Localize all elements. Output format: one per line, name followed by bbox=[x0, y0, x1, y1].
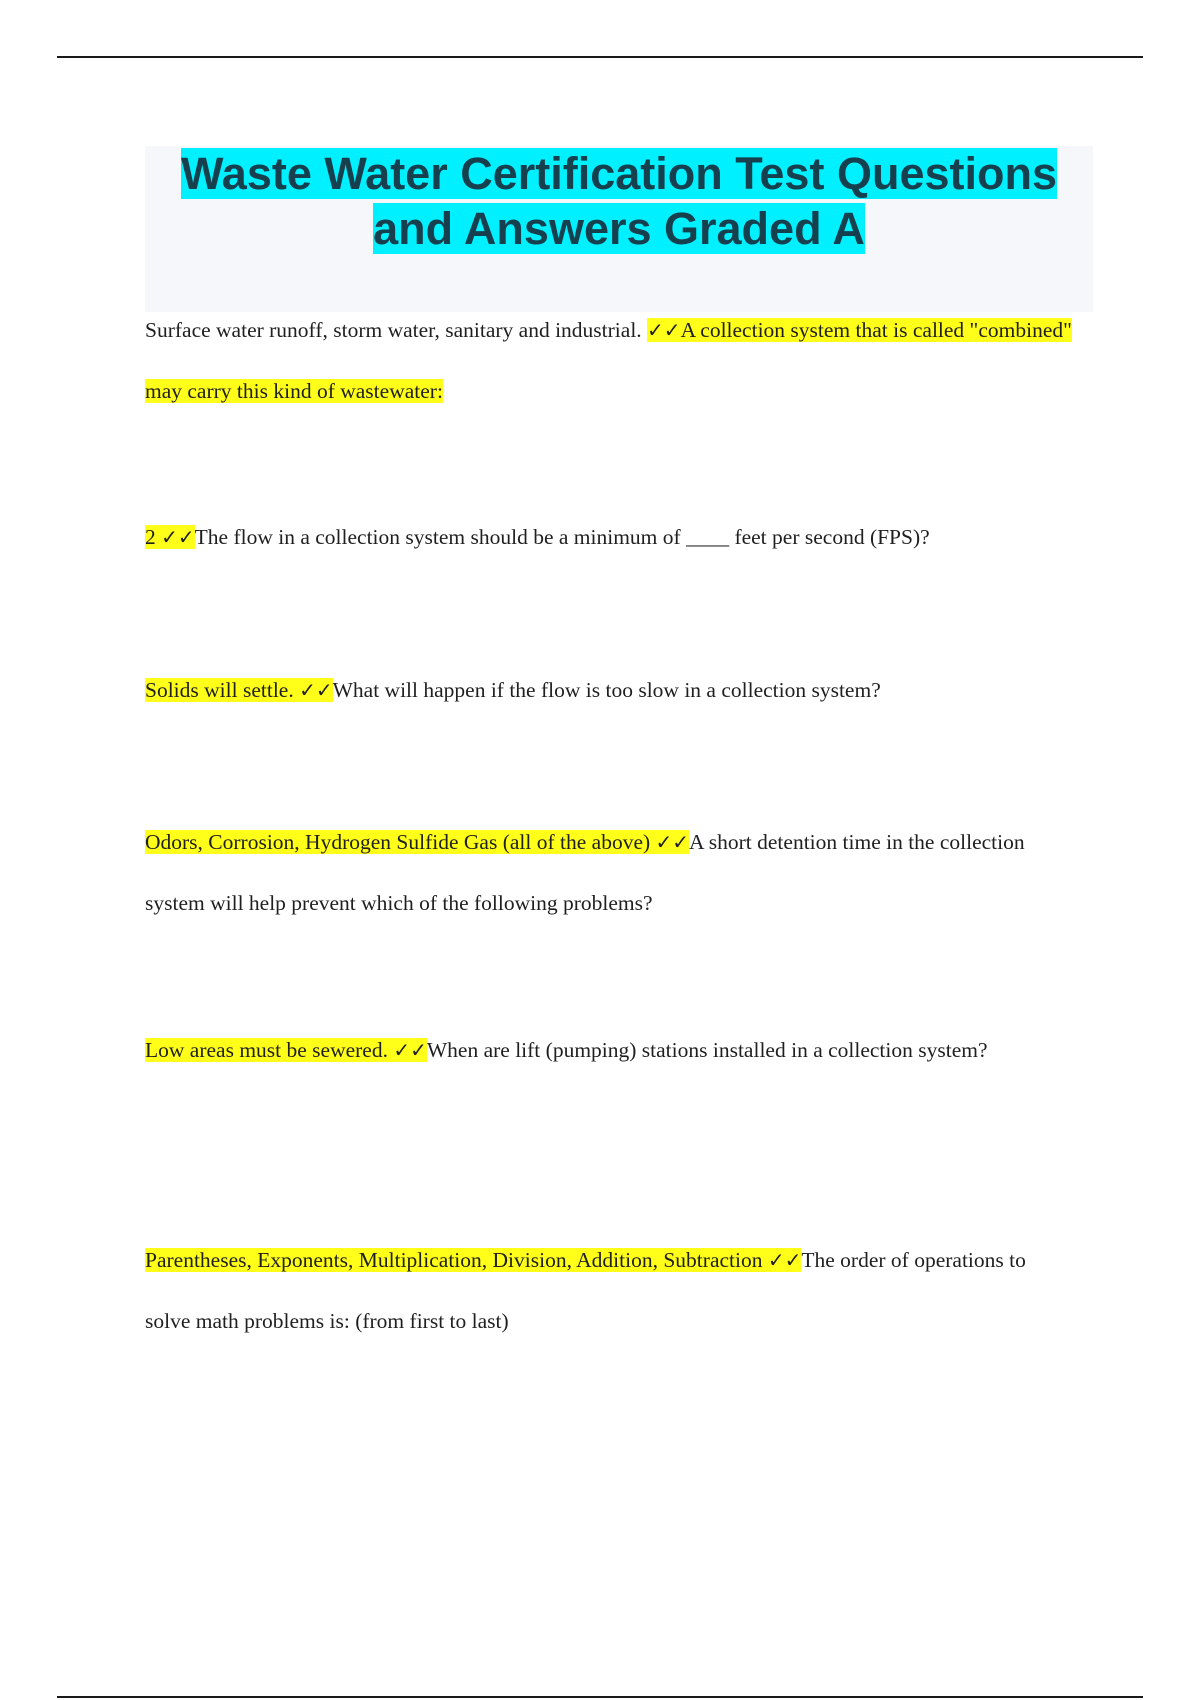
qa-item-6 bbox=[145, 1230, 1075, 1352]
answer-text: Surface water runoff, storm water, sanitary and industrial. bbox=[145, 318, 642, 342]
question-text: When are lift (pumping) stations installed in a collection system? bbox=[426, 1038, 988, 1062]
question-text: The order of operations to solve math problems is: (from first to last) bbox=[145, 1248, 1026, 1333]
top-rule bbox=[57, 56, 1143, 58]
qa-item-5 bbox=[145, 1020, 1075, 1081]
checkmark-icon: ✓✓ bbox=[161, 525, 195, 549]
answer-text: 2 bbox=[145, 525, 156, 549]
question-text: What will happen if the flow is too slow in a collection system? bbox=[332, 678, 881, 702]
qa-item-1 bbox=[145, 300, 1075, 422]
bottom-rule bbox=[57, 1696, 1143, 1698]
checkmark-icon: ✓✓ bbox=[767, 1248, 802, 1272]
question-text: The flow in a collection system should be a minimum of ____ feet per second (FPS)? bbox=[194, 525, 930, 549]
answer-text: Odors, Corrosion, Hydrogen Sulfide Gas (all of the above) bbox=[145, 830, 651, 854]
checkmark-icon: ✓✓ bbox=[299, 678, 333, 702]
question-text: A short detention time in the collection system will help prevent which of the following problems? bbox=[145, 830, 1025, 915]
document-title bbox=[145, 146, 1093, 256]
checkmark-icon: ✓✓ bbox=[655, 830, 690, 854]
qa-item-4 bbox=[145, 812, 1075, 934]
checkmark-icon: ✓✓ bbox=[647, 318, 681, 342]
answer-text: Solids will settle. bbox=[145, 678, 294, 702]
answer-text: Low areas must be sewered. bbox=[145, 1038, 388, 1062]
document-title-text: Waste Water Certification Test Questions and Answers Graded A bbox=[181, 148, 1057, 254]
question-text: A collection system that is called "combined" may carry this kind of wastewater: bbox=[145, 318, 1072, 403]
qa-item-2 bbox=[145, 507, 1075, 568]
qa-item-3 bbox=[145, 660, 1075, 721]
checkmark-icon: ✓✓ bbox=[393, 1038, 427, 1062]
answer-text: Parentheses, Exponents, Multiplication, Division, Addition, Subtraction bbox=[145, 1248, 763, 1272]
